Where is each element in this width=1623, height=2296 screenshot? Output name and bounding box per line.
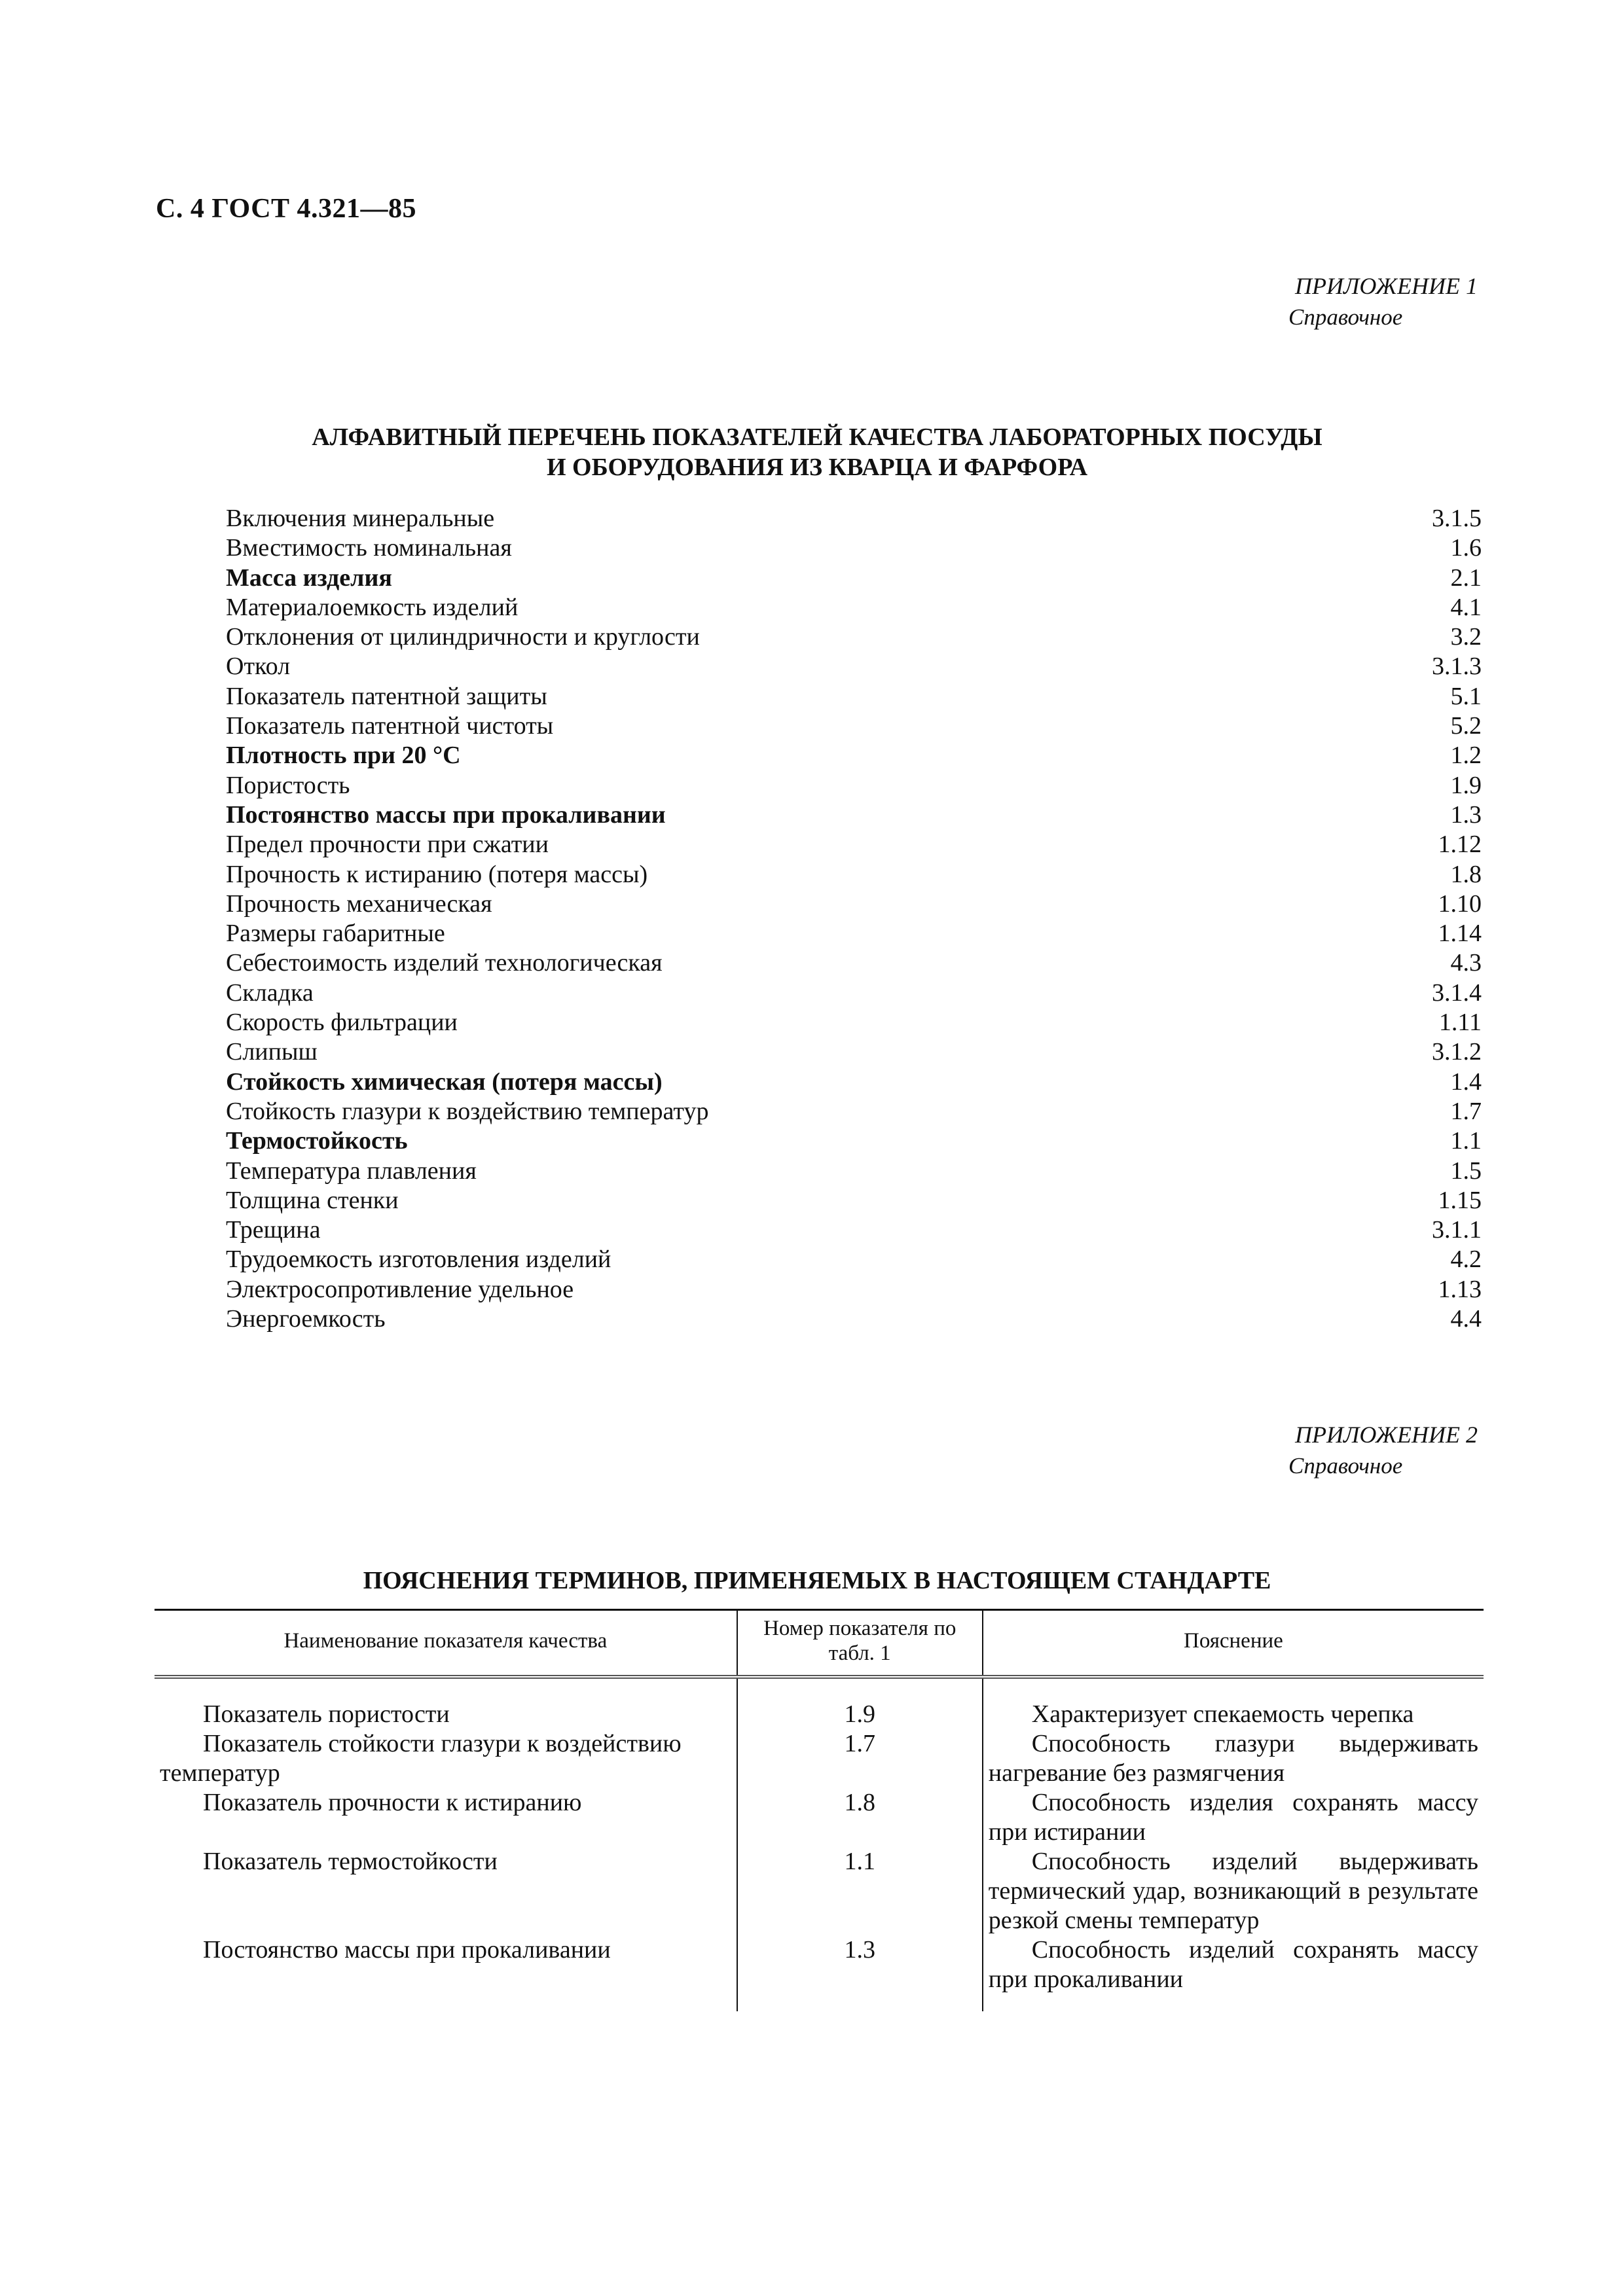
alphabetical-list-title <box>156 422 1478 482</box>
list-item-ref: 3.1.1 <box>1432 1216 1482 1244</box>
table-row <box>155 1788 1484 1847</box>
title-line: АЛФАВИТНЫЙ ПЕРЕЧЕНЬ ПОКАЗАТЕЛЕЙ КАЧЕСТВА ЛАБОРАТОРНЫХ ПОСУДЫ <box>312 423 1322 451</box>
table-cell-num: 1.1 <box>737 1847 983 1935</box>
table-cell-explanation: Способность изделий сохранять массу при прокаливании <box>983 1935 1484 2011</box>
list-item-ref: 3.2 <box>1450 623 1482 651</box>
list-item-ref: 1.12 <box>1438 831 1482 859</box>
list-item <box>226 1067 1482 1097</box>
list-item-name: Электросопротивление удельное <box>226 1275 574 1303</box>
appendix-1-label <box>1288 270 1478 333</box>
appendix-label: ПРИЛОЖЕНИЕ 2 <box>1295 1422 1478 1448</box>
list-item-name: Отклонения от цилиндричности и круглости <box>226 623 700 651</box>
appendix-2-label <box>1288 1419 1478 1482</box>
list-item <box>226 652 1482 681</box>
list-item-ref: 5.2 <box>1450 712 1482 740</box>
table-cell-name: Показатель стойкости глазури к воздействию температур <box>160 1730 682 1787</box>
column-header: Пояснение <box>983 1610 1484 1677</box>
list-item-name: Включения минеральные <box>226 505 495 532</box>
list-item-name: Показатель патентной защиты <box>226 682 547 710</box>
appendix-label: ПРИЛОЖЕНИЕ 1 <box>1295 273 1478 299</box>
table-header-row <box>155 1610 1484 1677</box>
table-cell-num: 1.3 <box>737 1935 983 2011</box>
list-item <box>226 1157 1482 1186</box>
table-cell-num: 1.7 <box>737 1729 983 1788</box>
list-item <box>226 564 1482 593</box>
table-row <box>155 1847 1484 1935</box>
list-item-name: Вместимость номинальная <box>226 534 512 562</box>
list-item-ref: 4.1 <box>1450 593 1482 621</box>
column-header <box>737 1610 983 1677</box>
list-item <box>226 919 1482 948</box>
table-cell-name: Показатель пористости <box>203 1700 450 1728</box>
list-item-ref: 4.2 <box>1450 1246 1482 1274</box>
table-cell-name: Показатель термостойкости <box>203 1848 498 1875</box>
list-item-name: Скорость фильтрации <box>226 1009 458 1037</box>
list-item-name: Термостойкость <box>226 1127 408 1155</box>
list-item-name: Температура плавления <box>226 1157 477 1185</box>
list-item-name: Прочность механическая <box>226 889 492 918</box>
list-item <box>226 830 1482 859</box>
table-cell-num: 1.9 <box>737 1677 983 1729</box>
list-item-ref: 1.11 <box>1438 1009 1482 1037</box>
list-item-ref: 1.3 <box>1450 800 1482 829</box>
list-item-ref: 5.1 <box>1450 682 1482 710</box>
list-item-name: Пористость <box>226 771 350 799</box>
list-item-ref: 1.8 <box>1450 860 1482 888</box>
list-item <box>226 593 1482 622</box>
column-header: Наименование показателя качества <box>155 1610 737 1677</box>
table-cell-num: 1.8 <box>737 1788 983 1847</box>
list-item-name: Постоянство массы при прокаливании <box>226 800 666 829</box>
list-item <box>226 1275 1482 1304</box>
list-item-ref: 3.1.3 <box>1432 653 1482 681</box>
list-item-name: Слипыш <box>226 1038 318 1066</box>
list-item-ref: 4.3 <box>1450 949 1482 977</box>
appendix-type: Справочное <box>1288 1453 1403 1479</box>
list-item-name: Складка <box>226 978 314 1007</box>
list-item-name: Прочность к истиранию (потеря массы) <box>226 860 648 888</box>
table-cell-name: Показатель прочности к истиранию <box>203 1789 582 1816</box>
list-item <box>226 1215 1482 1245</box>
list-item-name: Показатель патентной чистоты <box>226 712 554 740</box>
table-row <box>155 1729 1484 1788</box>
table-row <box>155 1935 1484 2011</box>
list-item <box>226 622 1482 652</box>
list-item <box>226 860 1482 889</box>
list-item <box>226 504 1482 533</box>
list-item <box>226 741 1482 770</box>
list-item <box>226 800 1482 830</box>
list-item-name: Трудоемкость изготовления изделий <box>226 1246 611 1274</box>
list-item-ref: 1.15 <box>1438 1186 1482 1214</box>
appendix-type: Справочное <box>1288 304 1403 330</box>
column-header-text: Номер показателя по табл. 1 <box>763 1617 957 1665</box>
list-item-name: Плотность при 20 °С <box>226 742 461 770</box>
list-item-ref: 4.4 <box>1450 1305 1482 1333</box>
list-item-name: Размеры габаритные <box>226 920 445 948</box>
list-item-name: Откол <box>226 653 291 681</box>
terms-table <box>155 1609 1484 2011</box>
list-item-ref: 1.14 <box>1438 920 1482 948</box>
list-item <box>226 1304 1482 1334</box>
list-item <box>226 533 1482 563</box>
table-cell-explanation: Способность глазури выдерживать нагревание без размягчения <box>983 1729 1484 1788</box>
list-item <box>226 771 1482 800</box>
list-item-name: Стойкость глазури к воздействию температур <box>226 1097 709 1125</box>
list-item <box>226 1097 1482 1126</box>
list-item <box>226 978 1482 1008</box>
list-item-ref: 1.9 <box>1450 771 1482 799</box>
list-item-ref: 1.7 <box>1450 1097 1482 1125</box>
table-cell-name: Постоянство массы при прокаливании <box>203 1936 611 1964</box>
list-item-name: Себестоимость изделий технологическая <box>226 949 663 977</box>
list-item-ref: 2.1 <box>1450 564 1482 592</box>
list-item <box>226 711 1482 741</box>
list-item-ref: 3.1.5 <box>1432 505 1482 532</box>
table-cell-explanation: Способность изделия сохранять массу при истирании <box>983 1788 1484 1847</box>
list-item-ref: 3.1.2 <box>1432 1038 1482 1066</box>
list-item-name: Материалоемкость изделий <box>226 593 519 621</box>
list-item-name: Толщина стенки <box>226 1186 399 1214</box>
list-item-ref: 1.4 <box>1450 1067 1482 1096</box>
list-item <box>226 1037 1482 1067</box>
list-item-ref: 1.10 <box>1438 889 1482 918</box>
alphabetical-list <box>226 504 1482 1334</box>
list-item-ref: 1.1 <box>1450 1127 1482 1155</box>
list-item <box>226 1008 1482 1037</box>
list-item-ref: 1.6 <box>1450 534 1482 562</box>
title-line: И ОБОРУДОВАНИЯ ИЗ КВАРЦА И ФАРФОРА <box>546 454 1088 481</box>
table-row <box>155 1677 1484 1729</box>
terms-title: ПОЯСНЕНИЯ ТЕРМИНОВ, ПРИМЕНЯЕМЫХ В НАСТОЯЩЕМ СТАНДАРТЕ <box>363 1567 1271 1594</box>
table-cell-explanation: Способность изделий выдерживать термический удар, возникающий в результате резкой смены температур <box>983 1847 1484 1935</box>
list-item <box>226 682 1482 711</box>
list-item-ref: 1.13 <box>1438 1275 1482 1303</box>
list-item-name: Предел прочности при сжатии <box>226 831 549 859</box>
list-item-name: Энергоемкость <box>226 1305 386 1333</box>
list-item-ref: 3.1.4 <box>1432 978 1482 1007</box>
table-cell-explanation: Характеризует спекаемость черепка <box>983 1677 1484 1729</box>
list-item-name: Трещина <box>226 1216 321 1244</box>
list-item-ref: 1.2 <box>1450 742 1482 770</box>
list-item <box>226 1126 1482 1156</box>
list-item-name: Масса изделия <box>226 564 392 592</box>
list-item <box>226 1245 1482 1274</box>
list-item <box>226 1186 1482 1215</box>
list-item <box>226 889 1482 919</box>
list-item-name: Стойкость химическая (потеря массы) <box>226 1067 663 1096</box>
page-header: С. 4 ГОСТ 4.321—85 <box>156 194 417 224</box>
list-item <box>226 948 1482 978</box>
list-item-ref: 1.5 <box>1450 1157 1482 1185</box>
